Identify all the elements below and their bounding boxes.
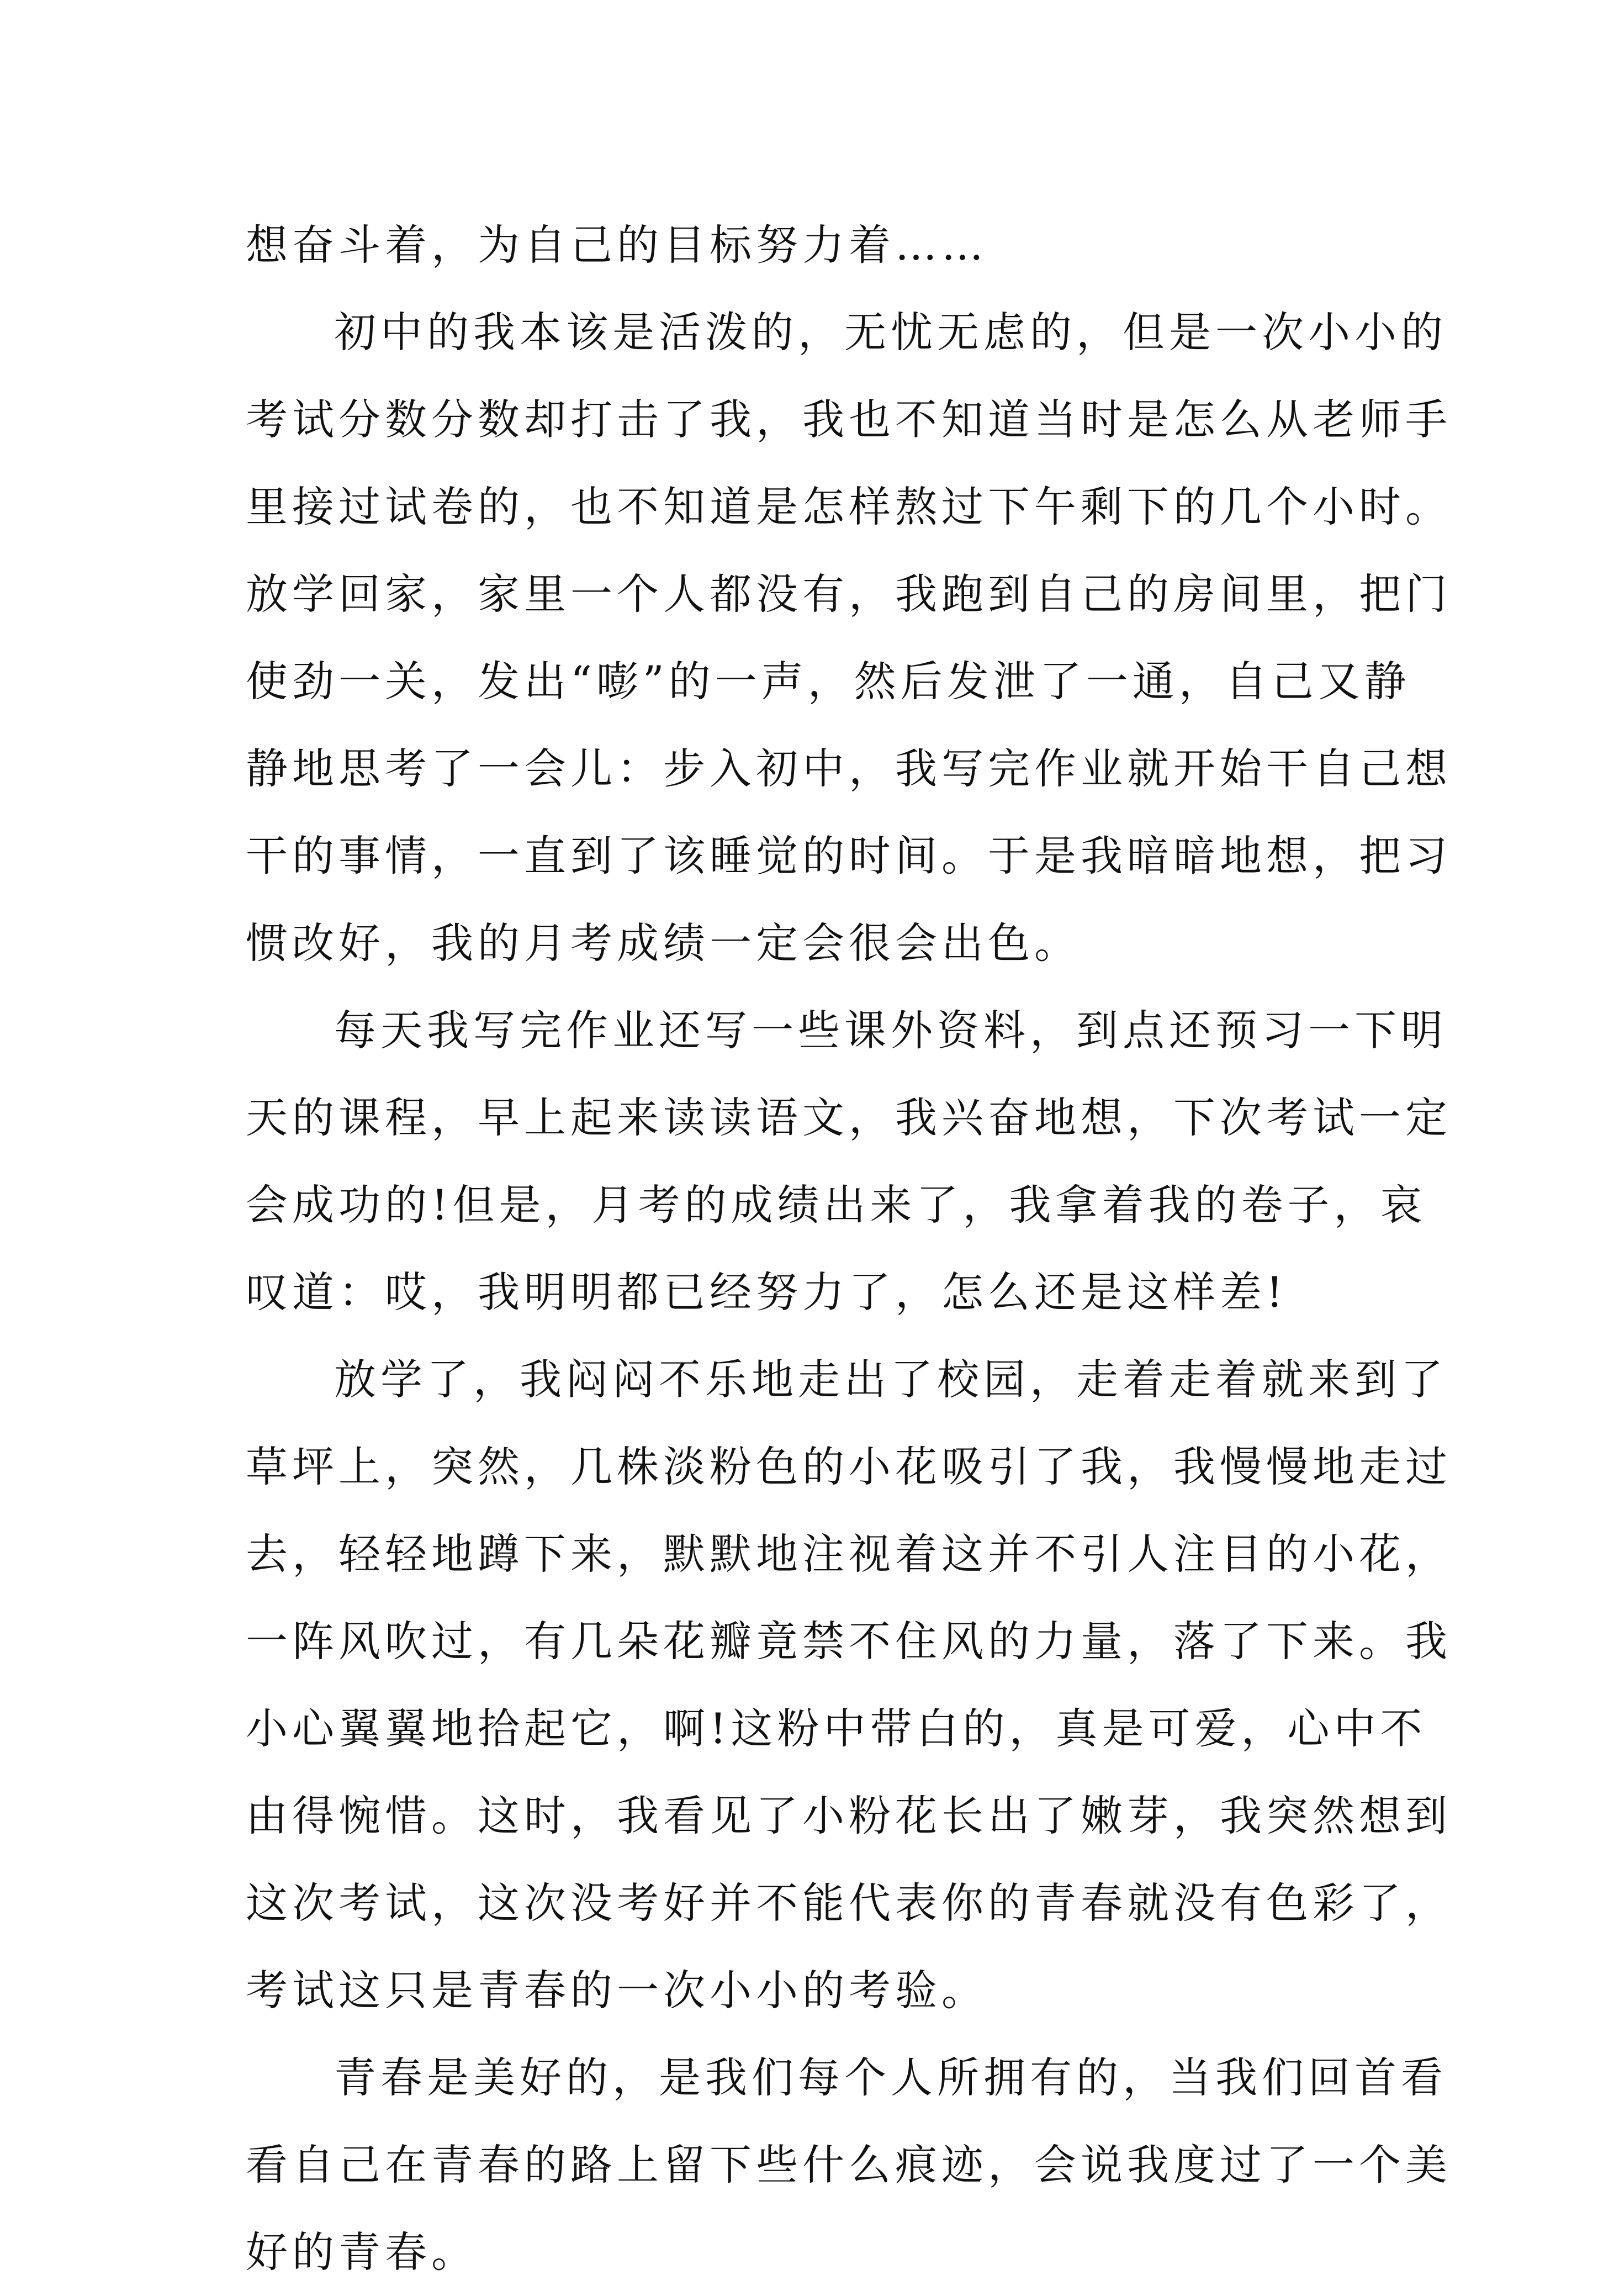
text-line: 考试分数分数却打击了我，我也不知道当时是怎么从老师手 bbox=[246, 395, 1452, 444]
text-line: 考试这只是青春的一次小小的考验。 bbox=[246, 1966, 988, 2015]
text-line: 会成功的!但是，月考的成绩出来了，我拿着我的卷子，哀 bbox=[246, 1180, 1427, 1229]
text-line: 放学回家，家里一个人都没有，我跑到自己的房间里，把门 bbox=[246, 569, 1452, 619]
paragraph-first-line: 青春是美好的，是我们每个人所拥有的，当我们回首看 bbox=[334, 2053, 1447, 2102]
text-line: 静地思考了一会儿：步入初中，我写完作业就开始干自己想 bbox=[246, 744, 1452, 793]
text-line: 里接过试卷的，也不知道是怎样熬过下午剩下的几个小时。 bbox=[246, 482, 1452, 531]
document-body bbox=[246, 202, 1452, 2296]
text-line: 叹道：哎，我明明都已经努力了，怎么还是这样差! bbox=[246, 1268, 1288, 1317]
text-line: 惯改好，我的月考成绩一定会很会出色。 bbox=[246, 919, 1081, 968]
text-line: 干的事情，一直到了该睡觉的时间。于是我暗暗地想，把习 bbox=[246, 831, 1452, 880]
text-line: 草坪上，突然，几株淡粉色的小花吸引了我，我慢慢地走过 bbox=[246, 1442, 1452, 1491]
text-line: 一阵风吹过，有几朵花瓣竟禁不住风的力量，落了下来。我 bbox=[246, 1617, 1452, 1666]
text-line: 由得惋惜。这时，我看见了小粉花长出了嫩芽，我突然想到 bbox=[246, 1791, 1452, 1840]
text-line: 天的课程，早上起来读读语文，我兴奋地想，下次考试一定 bbox=[246, 1093, 1452, 1142]
paragraph-first-line: 初中的我本该是活泼的，无忧无虑的，但是一次小小的 bbox=[334, 308, 1447, 357]
text-line: 使劲一关，发出“嘭”的一声，然后发泄了一通，自己又静 bbox=[246, 657, 1411, 706]
paragraph-first-line: 每天我写完作业还写一些课外资料，到点还预习一下明 bbox=[334, 1006, 1447, 1055]
text-line: 想奋斗着，为自己的目标努力着…… bbox=[246, 220, 988, 270]
text-line: 去，轻轻地蹲下来，默默地注视着这并不引人注目的小花， bbox=[246, 1529, 1452, 1579]
text-line: 看自己在青春的路上留下些什么痕迹，会说我度过了一个美 bbox=[246, 2140, 1452, 2189]
text-line: 好的青春。 bbox=[246, 2228, 478, 2277]
text-line: 小心翼翼地拾起它，啊!这粉中带白的，真是可爱，心中不 bbox=[246, 1704, 1427, 1753]
paragraph-first-line: 放学了，我闷闷不乐地走出了校园，走着走着就来到了 bbox=[334, 1355, 1447, 1404]
text-line: 这次考试，这次没考好并不能代表你的青春就没有色彩了， bbox=[246, 1878, 1452, 1928]
